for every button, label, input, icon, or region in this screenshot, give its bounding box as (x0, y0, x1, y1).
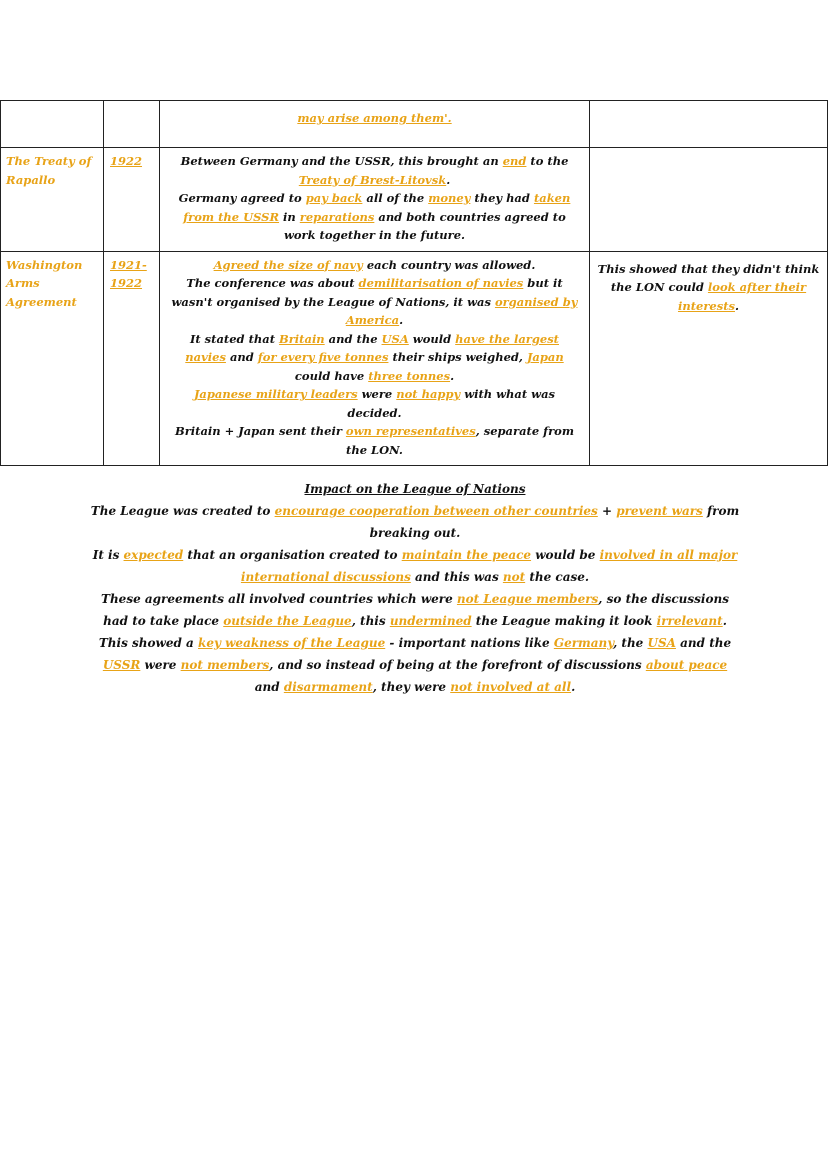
event-cell: Washington Arms Agreement (1, 251, 104, 466)
highlighted-text: not involved at all (450, 680, 572, 694)
highlighted-text: Treaty of Brest-Litovsk (298, 172, 447, 187)
highlighted-text: not members (180, 658, 270, 672)
highlighted-text: three tonnes (368, 368, 451, 383)
text: . (399, 313, 404, 327)
text: The League was created to (90, 504, 275, 518)
date-cell: 1922 (104, 148, 160, 252)
highlighted-text: irrelevant (656, 614, 723, 628)
text: These agreements all involved countries which were (101, 592, 457, 606)
highlighted-text: prevent wars (616, 504, 703, 518)
highlighted-text: expected (123, 548, 184, 562)
highlighted-text: pay back (305, 191, 363, 205)
text: from breaking out. (369, 504, 740, 540)
highlighted-text: for every five tonnes (257, 350, 389, 364)
highlighted-text: Agreed the size of navy (213, 257, 363, 272)
description-cell (160, 101, 590, 148)
highlighted-text: end (502, 154, 527, 168)
text: with what was decided. (347, 387, 556, 420)
text: . (446, 172, 451, 187)
highlighted-text: own representatives (345, 424, 476, 438)
text: the League making it look (471, 614, 657, 628)
highlighted-text: not (502, 570, 526, 584)
highlighted-text: money (428, 191, 471, 205)
highlighted-text: key weakness of the League (198, 636, 386, 650)
description-cell (160, 148, 590, 252)
highlighted-text: outside the League (223, 614, 352, 628)
event-cell (1, 101, 104, 148)
text: . (450, 368, 455, 383)
text: all of the (362, 191, 429, 205)
text: , separate from the LON. (346, 424, 574, 457)
highlighted-text: maintain the peace (401, 548, 532, 562)
highlighted-text: involved in all major international discussions (240, 548, 738, 584)
text: , they were (372, 680, 451, 694)
section-heading: Impact on the League of Nations (304, 482, 526, 496)
table-row (1, 148, 828, 252)
text: in (279, 209, 300, 224)
highlighted-text: have the largest navies (185, 331, 559, 364)
text: would be (531, 548, 600, 562)
text: Germany agreed to (178, 191, 306, 205)
text: , so the discussions had to take place (103, 592, 729, 628)
highlighted-text: Britain (279, 331, 325, 346)
highlighted-text: may arise among them'. (297, 111, 452, 125)
text: their ships weighed, (388, 350, 527, 364)
text: were (140, 658, 181, 672)
text: each country was allowed. (362, 257, 536, 272)
text: . (571, 680, 576, 694)
events-table (0, 100, 828, 466)
text: + (597, 504, 617, 518)
table-row (1, 251, 828, 466)
note-cell (590, 148, 828, 252)
highlighted-text: demilitarisation of navies (358, 276, 524, 290)
highlighted-text: reparations (299, 209, 375, 224)
text: and the (324, 331, 382, 346)
text: would (408, 331, 456, 346)
highlighted-text: USA (381, 331, 409, 346)
text: Between Germany and the USSR, this brought an (180, 154, 503, 168)
event-cell: The Treaty of Rapallo (1, 148, 104, 252)
text: to the (526, 154, 569, 168)
table-row (1, 101, 828, 148)
text: This showed that they didn't think the LON could (597, 261, 820, 294)
highlighted-text: disarmament (283, 680, 373, 694)
highlighted-text: look after their interests (677, 280, 807, 313)
text: that an organisation created to (183, 548, 402, 562)
text: were (357, 387, 397, 401)
text: Britain + Japan sent their (174, 424, 346, 438)
text: and (225, 350, 258, 364)
description-cell (160, 251, 590, 466)
text: - important nations like (385, 636, 554, 650)
date-cell: 1921-1922 (104, 251, 160, 466)
text: and the (675, 636, 732, 650)
text: and (254, 680, 284, 694)
text: could have (294, 368, 369, 383)
highlighted-text: organised by America (345, 294, 578, 327)
text: , the (613, 636, 648, 650)
highlighted-text: taken from the USSR (183, 191, 571, 224)
highlighted-text: not League members (456, 592, 599, 606)
text: and both countries agreed to work together in the future. (283, 209, 566, 242)
text: The conference was about (186, 276, 359, 290)
highlighted-text: Germany (553, 636, 614, 650)
text: and this was (410, 570, 503, 584)
note-cell (590, 101, 828, 148)
date-cell (104, 101, 160, 148)
text: the case. (525, 570, 590, 584)
text: It stated that (189, 331, 280, 346)
text: It is (92, 548, 124, 562)
note-cell (590, 251, 828, 466)
highlighted-text: USA (647, 636, 676, 650)
text: , this (351, 614, 390, 628)
text: . (734, 298, 739, 313)
highlighted-text: Japan (526, 350, 564, 364)
text: but it wasn't organised by the League of Nations, it was (171, 276, 563, 309)
text: , and so instead of being at the forefront of discussions (269, 658, 646, 672)
highlighted-text: not happy (396, 387, 461, 401)
highlighted-text: encourage cooperation between other countries (274, 504, 598, 518)
highlighted-text: USSR (102, 658, 141, 672)
highlighted-text: Japanese military leaders (193, 387, 358, 401)
text: they had (470, 191, 534, 205)
text: This showed a (98, 636, 198, 650)
impact-section (90, 478, 740, 698)
highlighted-text: undermined (389, 614, 472, 628)
highlighted-text: about peace (645, 658, 728, 672)
text: . (722, 614, 727, 628)
